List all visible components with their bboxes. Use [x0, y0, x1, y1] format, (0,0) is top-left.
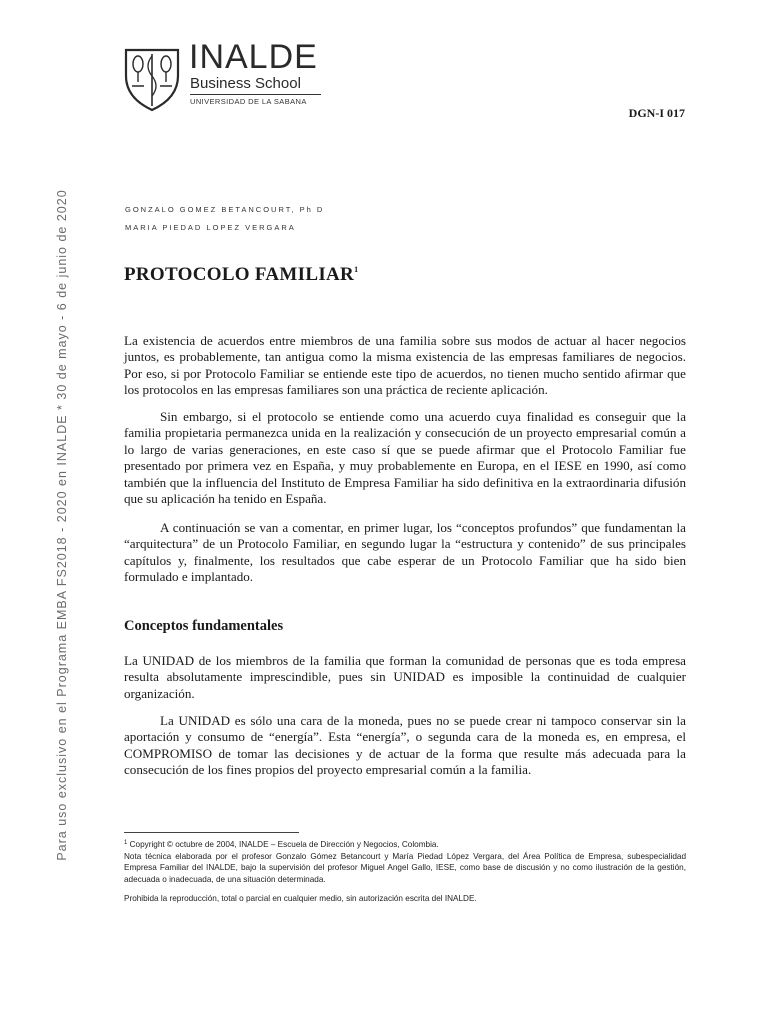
inalde-logo: [122, 38, 322, 112]
author-2: MARIA PIEDAD LOPEZ VERGARA: [125, 223, 296, 232]
crest-icon: [122, 42, 182, 112]
section-paragraph-1: La UNIDAD de los miembros de la familia que forman la comunidad de personas que es toda empresa resulta absolutamente imprescindible, pues sin UNIDAD es imposible la continuidad de cualquier organización.: [124, 653, 686, 701]
side-watermark: Para uso exclusivo en el Programa EMBA FS2018 - 2020 en INALDE * 30 de mayo - 6 de junio de 2020: [55, 189, 69, 861]
footnote-marker: 1: [124, 840, 128, 846]
paragraph-3: A continuación se van a comentar, en primer lugar, los “conceptos profundos” que fundamentan la “arquitectura” de un Protocolo Familiar, en segundo lugar la “estructura y contenido” de sus principales capítulos y, finalmente, los resultados que cabe esperar de un Protocolo Familiar que ha sido bien formulado e implantado.: [124, 520, 686, 585]
authors: [125, 205, 324, 241]
brand-name: INALDE: [189, 38, 318, 76]
paragraph-1: La existencia de acuerdos entre miembros de una familia sobre sus modos de actuar al hacer negocios juntos, es probablemente, tan antigua como la misma existencia de las empresas familiares de negocios. Por eso, si por Protocolo Familiar se entiende este tipo de acuerdos, no tienen mucho sentido afirmar que los protocolos en las empresas familiares son una práctica de reciente aplicación.: [124, 333, 686, 398]
brand-university: UNIVERSIDAD DE LA SABANA: [190, 97, 307, 106]
brand-subtitle: Business School: [190, 75, 301, 92]
footnotes: [124, 838, 686, 905]
footnote-copyright: [124, 838, 686, 851]
document-title: [124, 264, 358, 286]
footnote-note: Nota técnica elaborada por el profesor Gonzalo Gómez Betancourt y María Piedad López Vergara, del Área Política de Empresa, subespecialidad Empresa Familiar del INALDE, bajo la supervisión del profesor Miguel Angel Gallo, IESE, como base de discusión y no como ilustración de la gestión, adecuada o inadecuada, de una situación determinada.: [124, 851, 686, 884]
author-1: GONZALO GOMEZ BETANCOURT, Ph D: [125, 205, 325, 214]
title-footnote-marker: 1: [354, 265, 359, 274]
section-paragraph-2: La UNIDAD es sólo una cara de la moneda, pues no se puede crear ni tampoco conservar sin la aportación y consumo de “energía”. Esta “energía”, o segunda cara de la moneda es, en empresa, el COMPROMISO de tomar las decisiones y de actuar de la forma que resulte más adecuada para la consecución de los fines propios del proyecto empresarial común a la familia.: [124, 713, 686, 778]
title-text: PROTOCOLO FAMILIAR: [124, 264, 355, 285]
brand-divider: [190, 94, 321, 95]
footnote-rule: [124, 832, 299, 833]
footnote-copyright-text: Copyright © octubre de 2004, INALDE – Escuela de Dirección y Negocios, Colombia.: [127, 840, 439, 849]
document-code: DGN-I 017: [628, 106, 685, 120]
paragraph-2: Sin embargo, si el protocolo se entiende como una acuerdo cuya finalidad es conseguir que la familia propietaria permanezca unida en la realización y consecución de un proyecto empresarial común a lo largo de varias generaciones, en este caso sí que se puede afirmar que el Protocolo Familiar fue presentado por primera vez en España, y muy probablemente en Europa, en el IESE en 1990, así como también que la influencia del Instituto de Empresa Familiar ha sido definitiva en la extraordinaria difusión que su aplicación ha tenido en España.: [124, 409, 686, 507]
section-title: Conceptos fundamentales: [124, 618, 284, 634]
footnote-prohibition: Prohibida la reproducción, total o parcial en cualquier medio, sin autorización escrita del INALDE.: [124, 894, 477, 904]
